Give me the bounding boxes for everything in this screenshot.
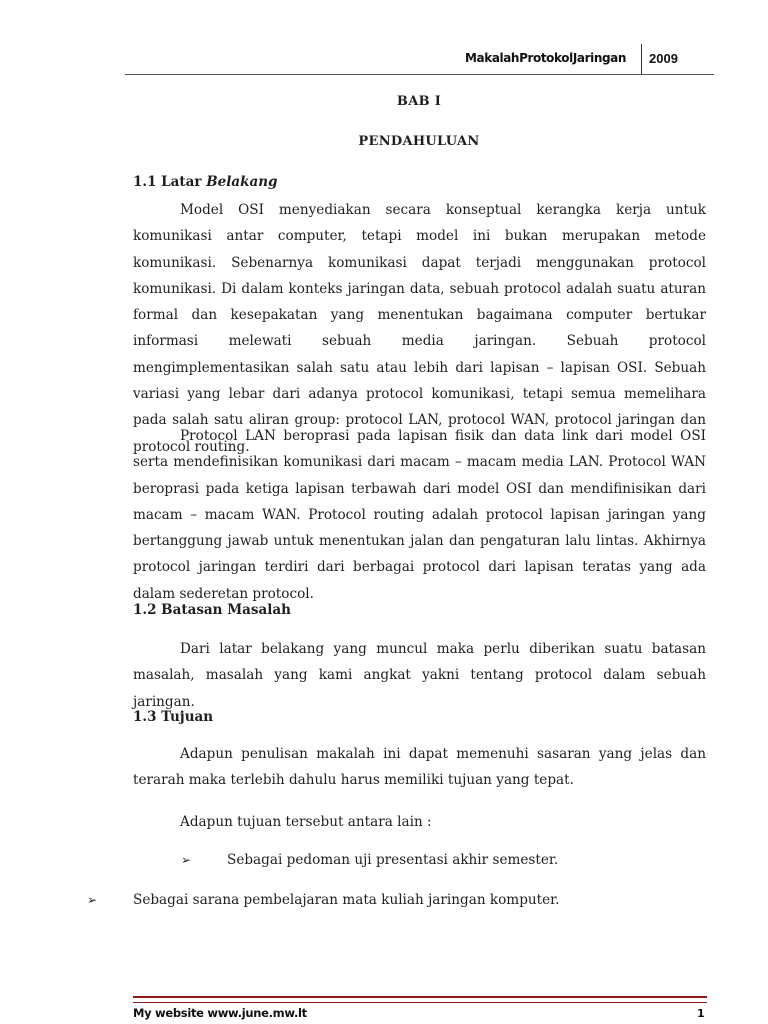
header-separator	[641, 44, 642, 75]
paragraph-batasan: Dari latar belakang yang muncul maka perlu diberikan suatu batasan masalah, masalah yang kami angkat yakni tentang protocol dalam sebuah jaringan.	[133, 641, 706, 710]
list-intro: Adapun tujuan tersebut antara lain :	[180, 814, 432, 830]
section-heading-tujuan: 1.3 Tujuan	[133, 709, 214, 725]
page-number: 1	[697, 1007, 705, 1020]
footer-rule	[133, 1002, 707, 1003]
header-year: 2009	[649, 51, 678, 66]
footer-website: My website www.june.mw.lt	[133, 1006, 307, 1020]
footer-rule	[133, 996, 707, 998]
bullet-item: Sebagai sarana pembelajaran mata kuliah jaringan komputer.	[133, 892, 560, 908]
section-heading-latar-belakang	[133, 174, 277, 190]
header-rule	[125, 74, 714, 75]
section-heading-italic: Belakang	[206, 174, 278, 190]
arrow-bullet-icon: ➢	[181, 853, 192, 867]
paragraph-tujuan: Adapun penulisan makalah ini dapat memenuhi sasaran yang jelas dan terarah maka terlebih dahulu harus memiliki tujuan yang tepat.	[133, 746, 706, 789]
paragraph-protocol-types: Protocol LAN beroprasi pada lapisan fisik dan data link dari model OSI serta mendefinisikan komunikasi dari macam – macam media LAN. Protocol WAN beroprasi pada ketiga lapisan terbawah dari model OSI dan mendifinisikan dari macam – macam WAN. Protocol routing adalah protocol lapisan jaringan yang bertanggung jawab untuk menentukan jalan dan pengaturan lalu lintas. Akhirnya protocol jaringan terdiri dari berbagai protocol dari lapisan teratas yang ada dalam sederetan protocol.	[133, 428, 706, 602]
section-heading-prefix: 1.1 Latar	[133, 174, 207, 190]
section-heading-batasan-masalah: 1.2 Batasan Masalah	[133, 602, 291, 618]
bullet-item: Sebagai pedoman uji presentasi akhir semester.	[227, 852, 559, 868]
header-title: MakalahProtokolJaringan	[465, 51, 626, 65]
arrow-bullet-icon: ➢	[87, 893, 98, 907]
paragraph-osi-model: Model OSI menyediakan secara konseptual kerangka kerja untuk komunikasi antar computer, tetapi model ini bukan merupakan metode komunikasi. Sebenarnya komunikasi dapat terjadi menggunakan protocol komunikasi. Di dalam konteks jaringan data, sebuah protocol adalah suatu aturan formal dan kesepakatan yang menentukan bagaimana computer bertukar informasi melewati sebuah media jaringan. Sebuah protocol mengimplementasikan salah satu atau lebih dari lapisan – lapisan OSI. Sebuah variasi yang lebar dari adanya protocol komunikasi, tetapi semua memelihara pada salah satu aliran group: protocol LAN, protocol WAN, protocol jaringan dan protocol routing.	[133, 202, 706, 455]
chapter-title: PENDAHULUAN	[358, 134, 480, 149]
chapter-number: BAB I	[396, 94, 442, 109]
